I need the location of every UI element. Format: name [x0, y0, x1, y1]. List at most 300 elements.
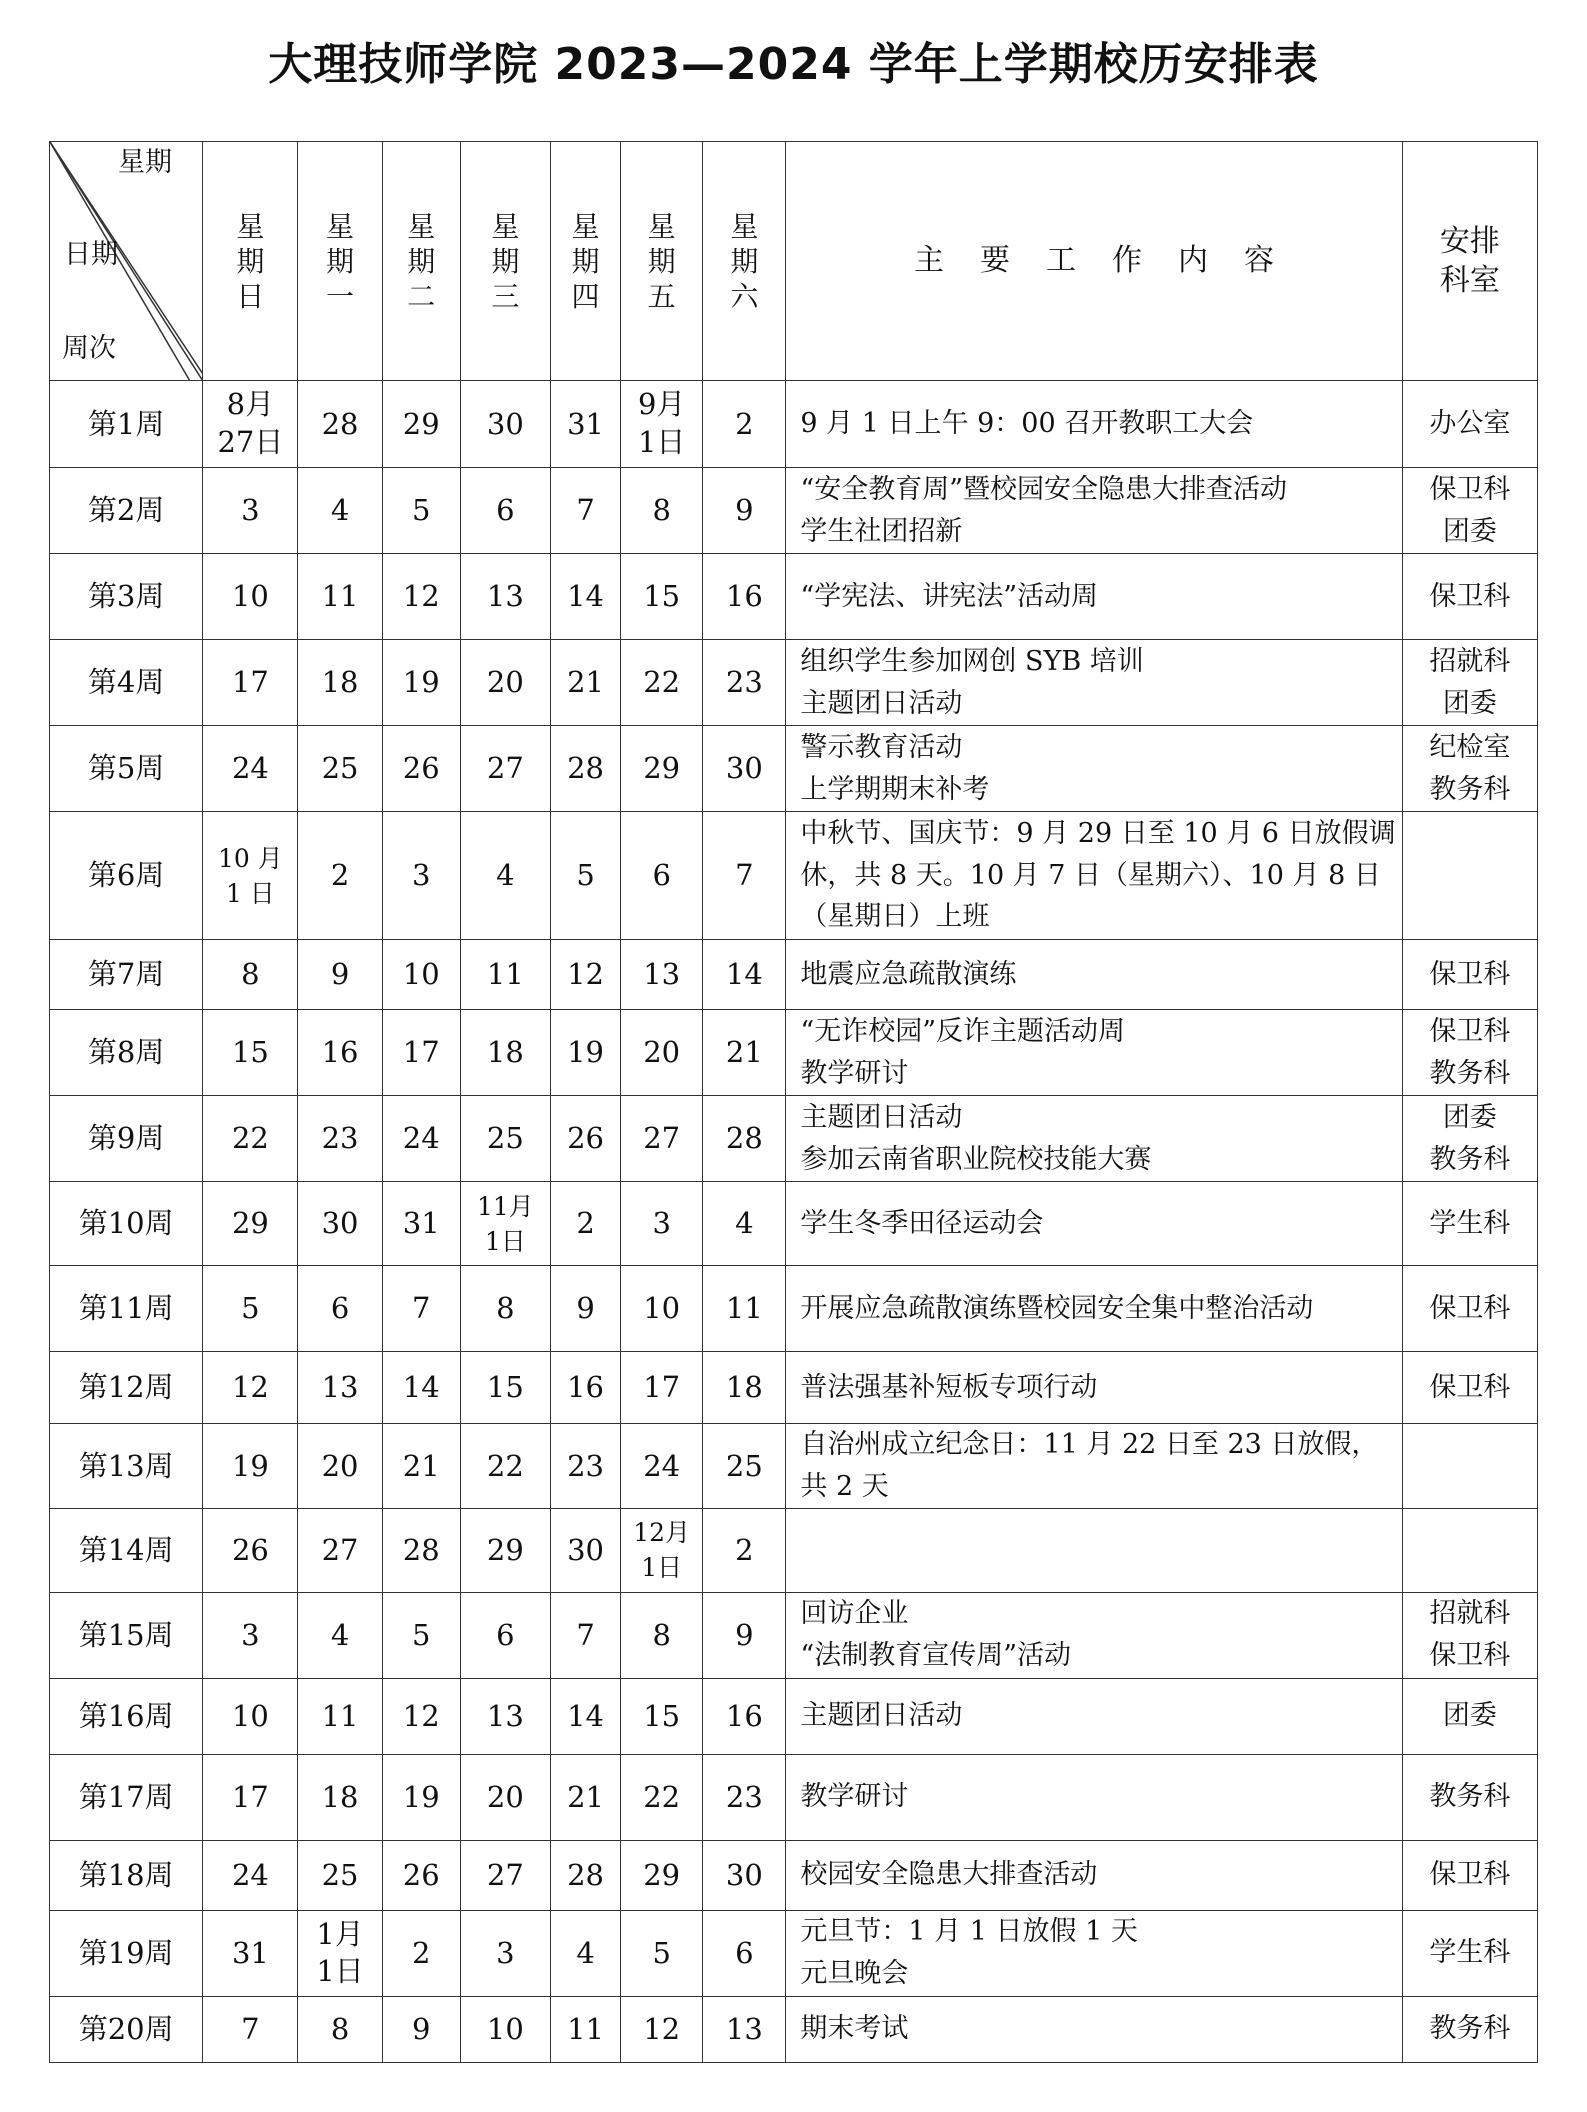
department-cell	[1402, 1010, 1537, 1096]
work-content-line: 期末考试	[800, 2013, 909, 2045]
date-cell: 17	[203, 640, 298, 726]
date-cell: 12	[382, 1678, 460, 1754]
date-cell: 19	[203, 1424, 298, 1509]
date-cell: 25	[460, 1096, 550, 1182]
date-cell: 2	[703, 1508, 786, 1592]
date-cell: 7	[203, 1996, 298, 2062]
work-content-cell	[786, 726, 1402, 812]
work-content-line: 开展应急疏散演练暨校园安全集中整治活动	[800, 1292, 1314, 1324]
date-cell: 24	[621, 1424, 703, 1509]
date-cell-line: 1 日	[225, 878, 275, 908]
date-cell: 5	[382, 1592, 460, 1678]
department-line: 保卫科	[1429, 1015, 1511, 1047]
date-cell: 14	[703, 940, 786, 1010]
date-cell: 30	[298, 1182, 382, 1266]
table-row	[50, 381, 1538, 468]
date-cell: 28	[550, 726, 620, 812]
work-content-cell	[786, 940, 1402, 1010]
table-row	[50, 1266, 1538, 1352]
work-content-line: （星期日）上班	[800, 901, 990, 933]
work-content-cell	[786, 1508, 1402, 1592]
date-cell: 4	[298, 1592, 382, 1678]
date-cell-line: 1日	[637, 425, 686, 459]
date-cell: 2	[382, 1910, 460, 1996]
date-cell: 22	[203, 1096, 298, 1182]
date-cell: 28	[382, 1508, 460, 1592]
week-cell: 第8周	[50, 1010, 203, 1096]
date-cell: 5	[550, 812, 620, 940]
date-cell: 28	[703, 1096, 786, 1182]
date-cell: 28	[550, 1840, 620, 1910]
date-cell: 7	[703, 812, 786, 940]
date-cell: 27	[298, 1508, 382, 1592]
date-cell: 10	[621, 1266, 703, 1352]
corner-header	[50, 142, 203, 381]
date-cell: 4	[460, 812, 550, 940]
department-line: 学生科	[1429, 1937, 1511, 1969]
date-cell: 15	[621, 554, 703, 640]
work-content-cell	[786, 1678, 1402, 1754]
calendar-table	[49, 141, 1538, 2063]
date-cell: 6	[703, 1910, 786, 1996]
table-row	[50, 468, 1538, 554]
week-cell: 第3周	[50, 554, 203, 640]
table-row	[50, 1010, 1538, 1096]
date-cell: 12	[382, 554, 460, 640]
day-header-thu: 星 期 四	[550, 142, 620, 381]
date-cell: 30	[703, 1840, 786, 1910]
work-content-line: “无诈校园”反诈主题活动周	[800, 1015, 1126, 1047]
date-cell-line: 11月	[476, 1191, 534, 1221]
date-cell: 22	[621, 1754, 703, 1840]
work-content-cell	[786, 554, 1402, 640]
department-cell	[1402, 1840, 1537, 1910]
date-cell	[621, 381, 703, 468]
week-cell: 第7周	[50, 940, 203, 1010]
date-cell: 26	[203, 1508, 298, 1592]
date-cell: 20	[460, 640, 550, 726]
date-cell: 9	[703, 1592, 786, 1678]
date-cell: 29	[203, 1182, 298, 1266]
date-cell: 9	[703, 468, 786, 554]
department-line: 招就科	[1429, 645, 1511, 677]
department-cell	[1402, 1678, 1537, 1754]
date-cell: 2	[550, 1182, 620, 1266]
work-content-line: 上学期期末补考	[800, 773, 990, 805]
day-header-sat: 星 期 六	[703, 142, 786, 381]
table-row	[50, 1910, 1538, 1996]
work-content-line: 元旦晚会	[800, 1958, 909, 1990]
department-line: 办公室	[1429, 408, 1511, 440]
department-cell	[1402, 1592, 1537, 1678]
date-cell-line: 8月	[226, 387, 275, 422]
table-row	[50, 1840, 1538, 1910]
work-content-cell	[786, 381, 1402, 468]
department-line: 教务科	[1429, 1143, 1511, 1175]
table-row	[50, 1754, 1538, 1840]
department-line: 纪检室	[1429, 731, 1511, 763]
date-cell: 6	[621, 812, 703, 940]
date-cell: 15	[460, 1352, 550, 1424]
department-line: 学生科	[1429, 1207, 1511, 1239]
department-cell	[1402, 1352, 1537, 1424]
date-cell: 16	[298, 1010, 382, 1096]
date-cell: 26	[382, 726, 460, 812]
date-cell: 14	[550, 1678, 620, 1754]
week-cell: 第11周	[50, 1266, 203, 1352]
week-cell: 第13周	[50, 1424, 203, 1509]
date-cell: 7	[382, 1266, 460, 1352]
work-content-line: 休，共 8 天。10 月 7 日（星期六）、10 月 8 日	[800, 859, 1381, 891]
date-cell: 20	[298, 1424, 382, 1509]
date-cell: 16	[550, 1352, 620, 1424]
work-content-line: 教学研讨	[800, 1057, 909, 1089]
date-cell: 5	[382, 468, 460, 554]
table-row	[50, 812, 1538, 940]
date-cell: 11	[298, 1678, 382, 1754]
date-cell	[203, 381, 298, 468]
work-content-line: 组织学生参加网创 SYB 培训	[800, 645, 1144, 677]
date-cell: 18	[298, 1754, 382, 1840]
department-cell	[1402, 1096, 1537, 1182]
department-line: 招就科	[1429, 1598, 1511, 1630]
table-row	[50, 640, 1538, 726]
date-cell: 13	[621, 940, 703, 1010]
department-cell	[1402, 640, 1537, 726]
date-cell-line: 1日	[316, 1954, 364, 1989]
date-cell: 6	[298, 1266, 382, 1352]
work-content-cell	[786, 812, 1402, 940]
work-content-cell	[786, 1424, 1402, 1509]
date-cell: 4	[298, 468, 382, 554]
department-line: 教务科	[1429, 1057, 1511, 1089]
calendar-body	[50, 381, 1538, 2063]
date-cell: 2	[703, 381, 786, 468]
work-content-line: 9 月 1 日上午 9：00 召开教职工大会	[800, 408, 1254, 440]
department-cell	[1402, 1754, 1537, 1840]
date-cell: 7	[550, 468, 620, 554]
date-cell: 31	[550, 381, 620, 468]
work-content-line: 中秋节、国庆节：9 月 29 日至 10 月 6 日放假调	[800, 817, 1396, 849]
date-cell: 11	[298, 554, 382, 640]
work-content-cell	[786, 1010, 1402, 1096]
department-line: 团委	[1442, 687, 1497, 719]
date-cell: 13	[703, 1996, 786, 2062]
date-cell: 8	[298, 1996, 382, 2062]
date-cell: 27	[621, 1096, 703, 1182]
corner-date-label: 日期	[64, 239, 118, 270]
date-cell: 30	[460, 381, 550, 468]
date-cell: 8	[203, 940, 298, 1010]
work-content-line: 学生社团招新	[800, 515, 963, 547]
table-row	[50, 554, 1538, 640]
department-cell	[1402, 1508, 1537, 1592]
department-line: 教务科	[1429, 773, 1511, 805]
department-line: 保卫科	[1429, 473, 1511, 505]
date-cell: 9	[298, 940, 382, 1010]
date-cell: 3	[382, 812, 460, 940]
date-cell: 10	[203, 1678, 298, 1754]
date-cell: 24	[203, 726, 298, 812]
date-cell-line: 1日	[641, 1553, 683, 1583]
work-content-cell	[786, 1840, 1402, 1910]
main-content-header: 主要工作内容	[786, 142, 1402, 381]
work-content-line: “法制教育宣传周”活动	[800, 1640, 1072, 1672]
date-cell: 25	[298, 726, 382, 812]
date-cell: 14	[382, 1352, 460, 1424]
department-header: 安排 科室	[1402, 142, 1537, 381]
date-cell: 29	[460, 1508, 550, 1592]
date-cell: 13	[460, 554, 550, 640]
date-cell: 2	[298, 812, 382, 940]
work-content-cell	[786, 1096, 1402, 1182]
date-cell: 6	[460, 1592, 550, 1678]
date-cell	[298, 1910, 382, 1996]
day-header-sun: 星 期 日	[203, 142, 298, 381]
department-line: 保卫科	[1429, 1292, 1511, 1324]
date-cell: 4	[550, 1910, 620, 1996]
work-content-cell	[786, 1352, 1402, 1424]
date-cell: 23	[298, 1096, 382, 1182]
week-cell: 第9周	[50, 1096, 203, 1182]
date-cell: 3	[203, 468, 298, 554]
work-content-cell	[786, 640, 1402, 726]
department-cell	[1402, 1996, 1537, 2062]
date-cell: 25	[703, 1424, 786, 1509]
week-cell: 第10周	[50, 1182, 203, 1266]
date-cell: 21	[382, 1424, 460, 1509]
date-cell: 30	[703, 726, 786, 812]
date-cell: 8	[621, 468, 703, 554]
day-header-fri: 星 期 五	[621, 142, 703, 381]
department-line: 保卫科	[1429, 580, 1511, 612]
department-line: 保卫科	[1429, 1371, 1511, 1403]
work-content-cell	[786, 1592, 1402, 1678]
work-content-line: 参加云南省职业院校技能大赛	[800, 1143, 1152, 1175]
table-row	[50, 726, 1538, 812]
day-header-wed: 星 期 三	[460, 142, 550, 381]
department-line: 保卫科	[1429, 958, 1511, 990]
date-cell-line: 9月	[637, 387, 686, 422]
work-content-cell	[786, 1996, 1402, 2062]
corner-week-label: 周次	[62, 333, 116, 364]
week-cell: 第5周	[50, 726, 203, 812]
date-cell: 7	[550, 1592, 620, 1678]
date-cell: 23	[703, 640, 786, 726]
date-cell: 26	[550, 1096, 620, 1182]
date-cell: 17	[203, 1754, 298, 1840]
date-cell: 4	[703, 1182, 786, 1266]
date-cell: 27	[460, 1840, 550, 1910]
date-cell: 17	[382, 1010, 460, 1096]
date-cell: 23	[703, 1754, 786, 1840]
date-cell: 31	[382, 1182, 460, 1266]
date-cell: 12	[203, 1352, 298, 1424]
week-cell: 第17周	[50, 1754, 203, 1840]
date-cell: 19	[550, 1010, 620, 1096]
date-cell: 14	[550, 554, 620, 640]
table-row	[50, 1592, 1538, 1678]
date-cell: 6	[460, 468, 550, 554]
date-cell: 29	[621, 726, 703, 812]
date-cell: 10	[382, 940, 460, 1010]
week-cell: 第4周	[50, 640, 203, 726]
date-cell: 19	[382, 1754, 460, 1840]
week-cell: 第16周	[50, 1678, 203, 1754]
week-cell: 第14周	[50, 1508, 203, 1592]
date-cell: 27	[460, 726, 550, 812]
date-cell-line: 12月	[633, 1518, 691, 1548]
date-cell: 30	[550, 1508, 620, 1592]
week-cell: 第1周	[50, 381, 203, 468]
date-cell: 12	[621, 1996, 703, 2062]
date-cell: 20	[460, 1754, 550, 1840]
table-row	[50, 1508, 1538, 1592]
date-cell: 18	[703, 1352, 786, 1424]
date-cell: 28	[298, 381, 382, 468]
date-cell: 5	[203, 1266, 298, 1352]
date-cell: 8	[460, 1266, 550, 1352]
day-header-tue: 星 期 二	[382, 142, 460, 381]
date-cell: 11	[460, 940, 550, 1010]
department-line: 团委	[1442, 515, 1497, 547]
date-cell: 16	[703, 554, 786, 640]
week-cell: 第20周	[50, 1996, 203, 2062]
date-cell: 11	[550, 1996, 620, 2062]
date-cell: 21	[703, 1010, 786, 1096]
work-content-cell	[786, 1754, 1402, 1840]
date-cell: 22	[460, 1424, 550, 1509]
date-cell: 23	[550, 1424, 620, 1509]
date-cell: 10	[460, 1996, 550, 2062]
date-cell: 3	[203, 1592, 298, 1678]
table-row	[50, 1352, 1538, 1424]
table-row	[50, 1096, 1538, 1182]
work-content-line: 地震应急疏散演练	[800, 958, 1017, 990]
week-cell: 第15周	[50, 1592, 203, 1678]
date-cell: 20	[621, 1010, 703, 1096]
date-cell: 25	[298, 1840, 382, 1910]
work-content-line: 主题团日活动	[800, 1700, 963, 1732]
date-cell: 31	[203, 1910, 298, 1996]
table-row	[50, 1182, 1538, 1266]
work-content-line: 学生冬季田径运动会	[800, 1207, 1044, 1239]
department-line: 保卫科	[1429, 1640, 1511, 1672]
date-cell: 3	[621, 1182, 703, 1266]
date-cell: 10	[203, 554, 298, 640]
department-line: 团委	[1442, 1101, 1497, 1133]
department-cell	[1402, 940, 1537, 1010]
date-cell: 5	[621, 1910, 703, 1996]
date-cell-line: 1月	[316, 1916, 364, 1951]
week-cell: 第18周	[50, 1840, 203, 1910]
week-cell: 第6周	[50, 812, 203, 940]
date-cell: 22	[621, 640, 703, 726]
date-cell: 29	[621, 1840, 703, 1910]
date-cell-line: 10 月	[218, 843, 283, 873]
department-line: 保卫科	[1429, 1859, 1511, 1891]
date-cell: 13	[298, 1352, 382, 1424]
date-cell: 3	[460, 1910, 550, 1996]
date-cell: 18	[298, 640, 382, 726]
week-cell: 第19周	[50, 1910, 203, 1996]
work-content-line: 主题团日活动	[800, 1101, 963, 1133]
table-row	[50, 1424, 1538, 1509]
week-cell: 第2周	[50, 468, 203, 554]
table-row	[50, 1678, 1538, 1754]
department-cell	[1402, 1182, 1537, 1266]
date-cell: 9	[382, 1996, 460, 2062]
date-cell: 16	[703, 1678, 786, 1754]
department-cell	[1402, 1910, 1537, 1996]
table-row	[50, 940, 1538, 1010]
department-cell	[1402, 726, 1537, 812]
department-line: 教务科	[1429, 1781, 1511, 1813]
department-cell	[1402, 554, 1537, 640]
date-cell: 12	[550, 940, 620, 1010]
date-cell-line: 1日	[484, 1226, 526, 1256]
header-row	[50, 142, 1538, 381]
date-cell	[460, 1182, 550, 1266]
date-cell: 29	[382, 381, 460, 468]
work-content-cell	[786, 1182, 1402, 1266]
department-cell	[1402, 468, 1537, 554]
week-cell: 第12周	[50, 1352, 203, 1424]
department-cell	[1402, 1424, 1537, 1509]
department-line: 团委	[1442, 1700, 1497, 1732]
date-cell: 11	[703, 1266, 786, 1352]
department-cell	[1402, 1266, 1537, 1352]
work-content-line: 普法强基补短板专项行动	[800, 1371, 1098, 1403]
page-title: 大理技师学院 2023—2024 学年上学期校历安排表	[268, 39, 1319, 90]
date-cell: 26	[382, 1840, 460, 1910]
date-cell: 21	[550, 1754, 620, 1840]
date-cell: 18	[460, 1010, 550, 1096]
department-cell	[1402, 381, 1537, 468]
date-cell	[621, 1508, 703, 1592]
work-content-cell	[786, 468, 1402, 554]
work-content-line: 自治州成立纪念日：11 月 22 日至 23 日放假，共 2 天	[800, 1429, 1379, 1502]
work-content-line: 校园安全隐患大排查活动	[800, 1859, 1098, 1891]
work-content-line: 回访企业	[800, 1598, 909, 1630]
work-content-line: “安全教育周”暨校园安全隐患大排查活动	[800, 473, 1288, 505]
table-row	[50, 1996, 1538, 2062]
work-content-cell	[786, 1910, 1402, 1996]
date-cell: 15	[203, 1010, 298, 1096]
date-cell: 21	[550, 640, 620, 726]
work-content-line: 主题团日活动	[800, 687, 963, 719]
date-cell: 8	[621, 1592, 703, 1678]
day-header-mon: 星 期 一	[298, 142, 382, 381]
date-cell: 15	[621, 1678, 703, 1754]
department-line: 教务科	[1429, 2013, 1511, 2045]
work-content-cell	[786, 1266, 1402, 1352]
date-cell: 17	[621, 1352, 703, 1424]
date-cell: 19	[382, 640, 460, 726]
work-content-line: 教学研讨	[800, 1781, 909, 1813]
date-cell	[203, 812, 298, 940]
date-cell-line: 27日	[217, 425, 284, 459]
date-cell: 13	[460, 1678, 550, 1754]
work-content-line: 警示教育活动	[800, 731, 963, 763]
work-content-line: “学宪法、讲宪法”活动周	[800, 580, 1099, 612]
date-cell: 24	[203, 1840, 298, 1910]
work-content-line: 元旦节：1 月 1 日放假 1 天	[800, 1916, 1138, 1948]
department-cell	[1402, 812, 1537, 940]
corner-weekday-label: 星期	[118, 147, 172, 178]
date-cell: 9	[550, 1266, 620, 1352]
date-cell: 24	[382, 1096, 460, 1182]
